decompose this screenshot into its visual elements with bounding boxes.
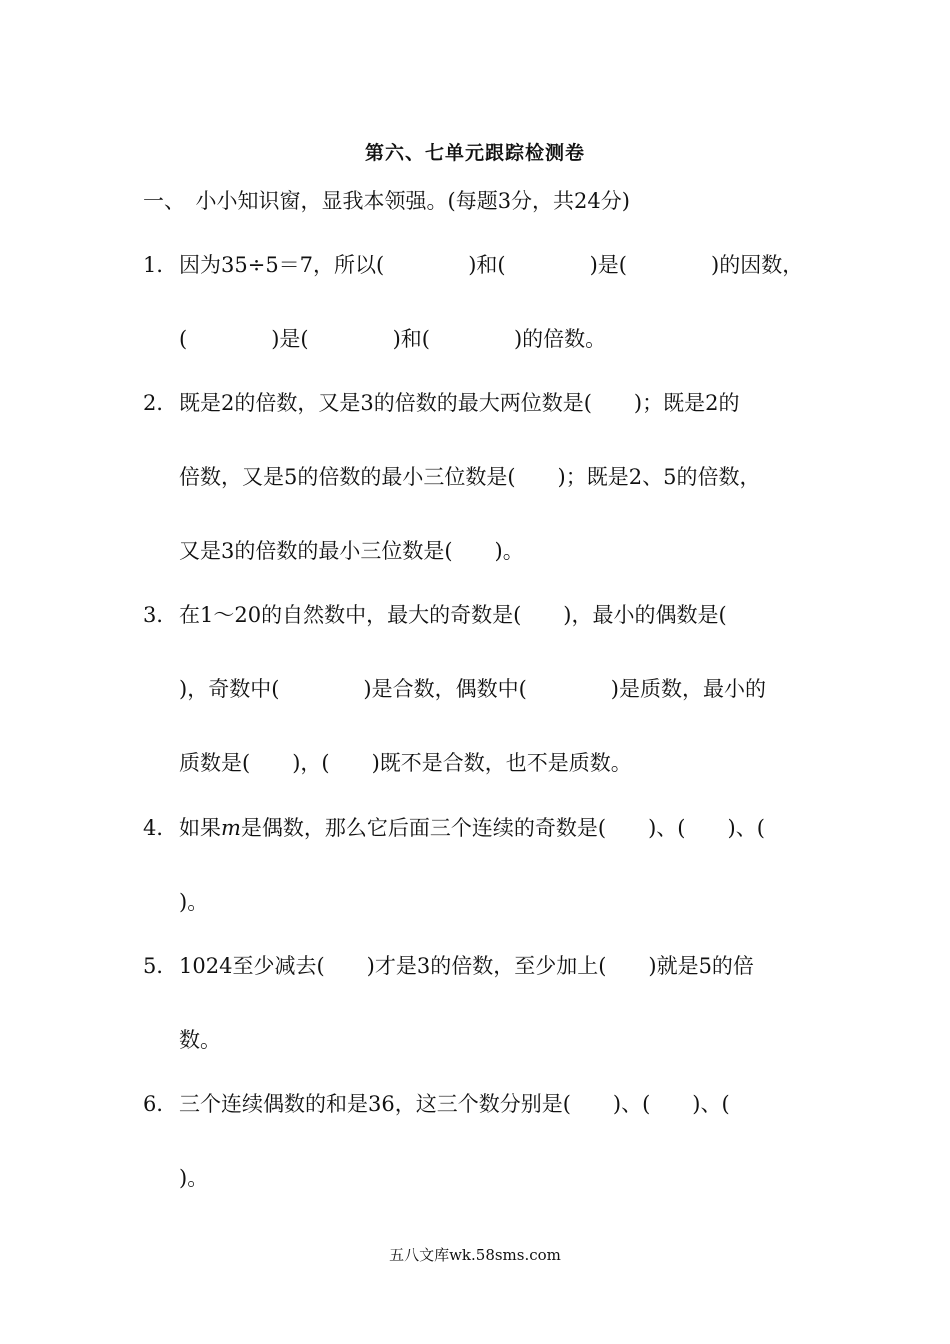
question-text: )。: [179, 890, 209, 914]
question-text: 在1～20的自然数中，最大的奇数是( )，最小的偶数是(: [179, 603, 727, 627]
question-text: 1024至少减去( )才是3的倍数，至少加上( )就是5的倍: [179, 954, 754, 978]
question-text: 倍数，又是5的倍数的最小三位数是( )；既是2、5的倍数，: [179, 465, 761, 489]
question-text: 又是3的倍数的最小三位数是( )。: [179, 539, 524, 563]
question-number: 1．: [143, 253, 178, 277]
footer-watermark: 五八文库wk.58sms.com: [389, 1246, 561, 1264]
question-text: 质数是( )，( )既不是合数，也不是质数。: [179, 751, 632, 775]
question-text: 因为35÷5＝7，所以( )和( )是( )的因数，: [179, 253, 804, 277]
question-text: 三个连续偶数的和是36，这三个数分别是( )、( )、(: [179, 1092, 730, 1116]
question-text: 既是2的倍数，又是3的倍数的最大两位数是( )；既是2的: [179, 391, 740, 415]
question-number: 5．: [143, 954, 178, 978]
question-text: [179, 813, 765, 843]
question-text: 数。: [179, 1028, 221, 1052]
question-number: 3．: [143, 603, 178, 627]
question-text: )，奇数中( )是合数，偶数中( )是质数，最小的: [179, 677, 766, 701]
question-text: )。: [179, 1166, 209, 1190]
variable-m: m: [221, 816, 241, 840]
question-number: 4．: [143, 816, 178, 840]
question-text: ( )是( )和( )的倍数。: [179, 327, 607, 351]
section-heading: 一、 小小知识窗，显我本领强。(每题3分，共24分): [143, 189, 630, 213]
page-title: 第六、七单元跟踪检测卷: [364, 142, 585, 164]
question-number: 2．: [143, 391, 178, 415]
question-number: 6．: [143, 1092, 178, 1116]
question-text-part: 是偶数，那么它后面三个连续的奇数是( )、( )、(: [240, 816, 765, 840]
question-text-part: 如果: [179, 816, 221, 840]
